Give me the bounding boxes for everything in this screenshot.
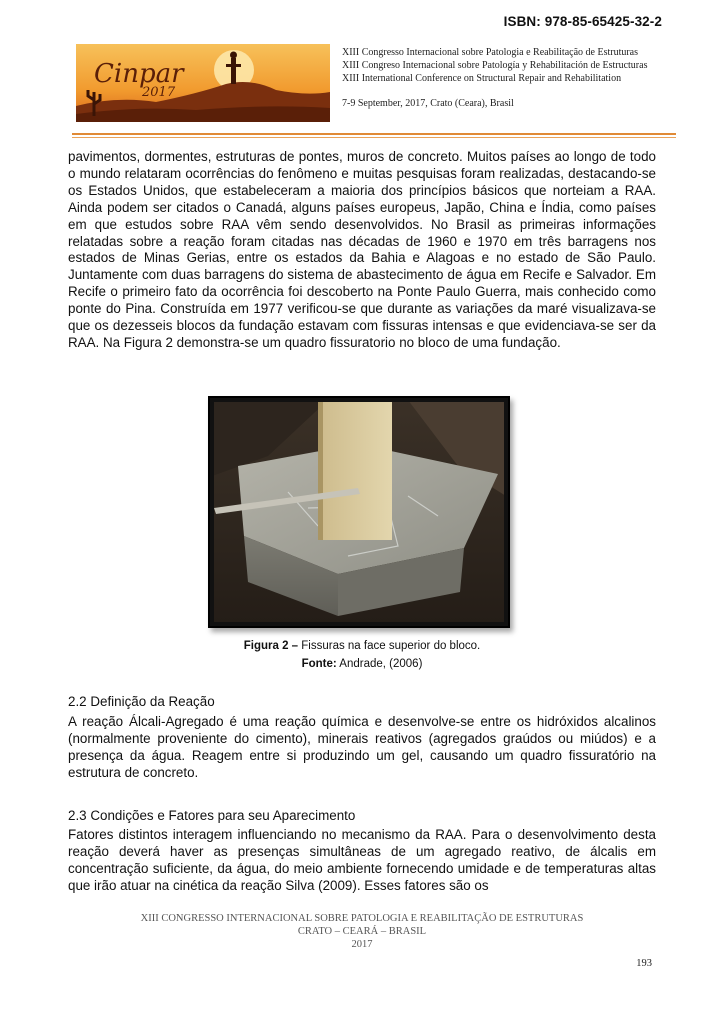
figure-caption (0, 640, 724, 652)
figure-source (0, 658, 724, 670)
figure-source-label: Fonte: (301, 658, 337, 670)
section-2-3-heading: 2.3 Condições e Fatores para seu Aparecimento (68, 808, 356, 823)
page-footer (0, 912, 724, 951)
figure-caption-label: Figura 2 – (243, 640, 299, 652)
footer-line-1: XIII CONGRESSO INTERNACIONAL SOBRE PATOLOGIA E REABILITAÇÃO DE ESTRUTURAS (140, 913, 584, 924)
header-rule-thin (72, 137, 676, 138)
conference-dates: 7-9 September, 2017, Crato (Ceara), Brasil (342, 98, 514, 109)
body-paragraph: pavimentos, dormentes, estruturas de pontes, muros de concreto. Muitos países ao longo de todo o mundo relataram ocorrências do fenômeno e muitas pesquisas foram realizadas, destacando-se os Estados Unidos, que estabeleceram a maioria dos princípios básicos que norteiam a RAA. Ainda podem ser citados o Canadá, alguns países europeus, Japão, China e Índia, como países em que estudos sobre RAA vêm sendo desenvolvidos. No Brasil as primeiras informações relatadas sobre a reação foram citadas nas décadas de 1960 e 1970 em três barragens nos estados de Minas Gerias, entre os estados da Bahia e Alagoas e no estado de São Paulo. Juntamente com duas barragens do sistema de abastecimento de água em Recife e Salvador. Em Recife o primeiro fato da ocorrência foi descoberto na Ponte Paulo Guerra, mais conhecido como ponte do Pina. Construída em 1977 verificou-se que durante as variações da maré visualizava-se que os dezesseis blocos da fundação estavam com fissuras intensas e que evidenciava-se ser da RAA. Na Figura 2 demonstra-se um quadro fissuratorio no bloco de uma fundação. (68, 149, 656, 350)
logo-year: 2017 (142, 85, 176, 100)
conference-info (342, 46, 682, 110)
conference-line-pt: XIII Congresso Internacional sobre Patologia e Reabilitação de Estruturas (342, 47, 639, 58)
isbn-label: ISBN: 978-85-65425-32-2 (503, 14, 662, 29)
conference-line-en: XIII International Conference on Structural Repair and Rehabilitation (342, 73, 622, 84)
section-2-3-paragraph: Fatores distintos interagem influenciando no mecanismo da RAA. Para o desenvolvimento desta reação deverá haver as presenças simultâneas de um agregado reativo, de álcalis em concentração suficiente, da água, do meio ambiente fornecendo umidade e de temperaturas altas que irão atuar na cinética da reação Silva (2009). Esses fatores são os (68, 827, 656, 893)
cinpar-logo (76, 44, 330, 122)
footer-line-2: CRATO – CEARÁ – BRASIL (297, 926, 427, 937)
footer-line-3: 2017 (351, 939, 373, 950)
section-2-2-heading: 2.2 Definição da Reação (68, 694, 215, 709)
section-2-2-paragraph: A reação Álcali-Agregado é uma reação química e desenvolve-se entre os hidróxidos alcalinos (normalmente proveniente do cimento), minerais reativos (agregados graúdos ou miúdos) e a presença da água. Reagem entre si produzindo um gel, causando um quadro fissuratório na estrutura de concreto. (68, 714, 656, 780)
conference-line-es: XIII Congreso Internacional sobre Patología y Rehabilitación de Estructuras (342, 60, 648, 71)
header-rule (72, 133, 676, 135)
figure-2-photo (208, 396, 510, 628)
logo-wordmark: Cinpar (94, 59, 184, 89)
page-number: 193 (636, 958, 652, 969)
figure-caption-text: Fissuras na face superior do bloco. (298, 640, 481, 652)
figure-source-text: Andrade, (2006) (336, 658, 423, 670)
